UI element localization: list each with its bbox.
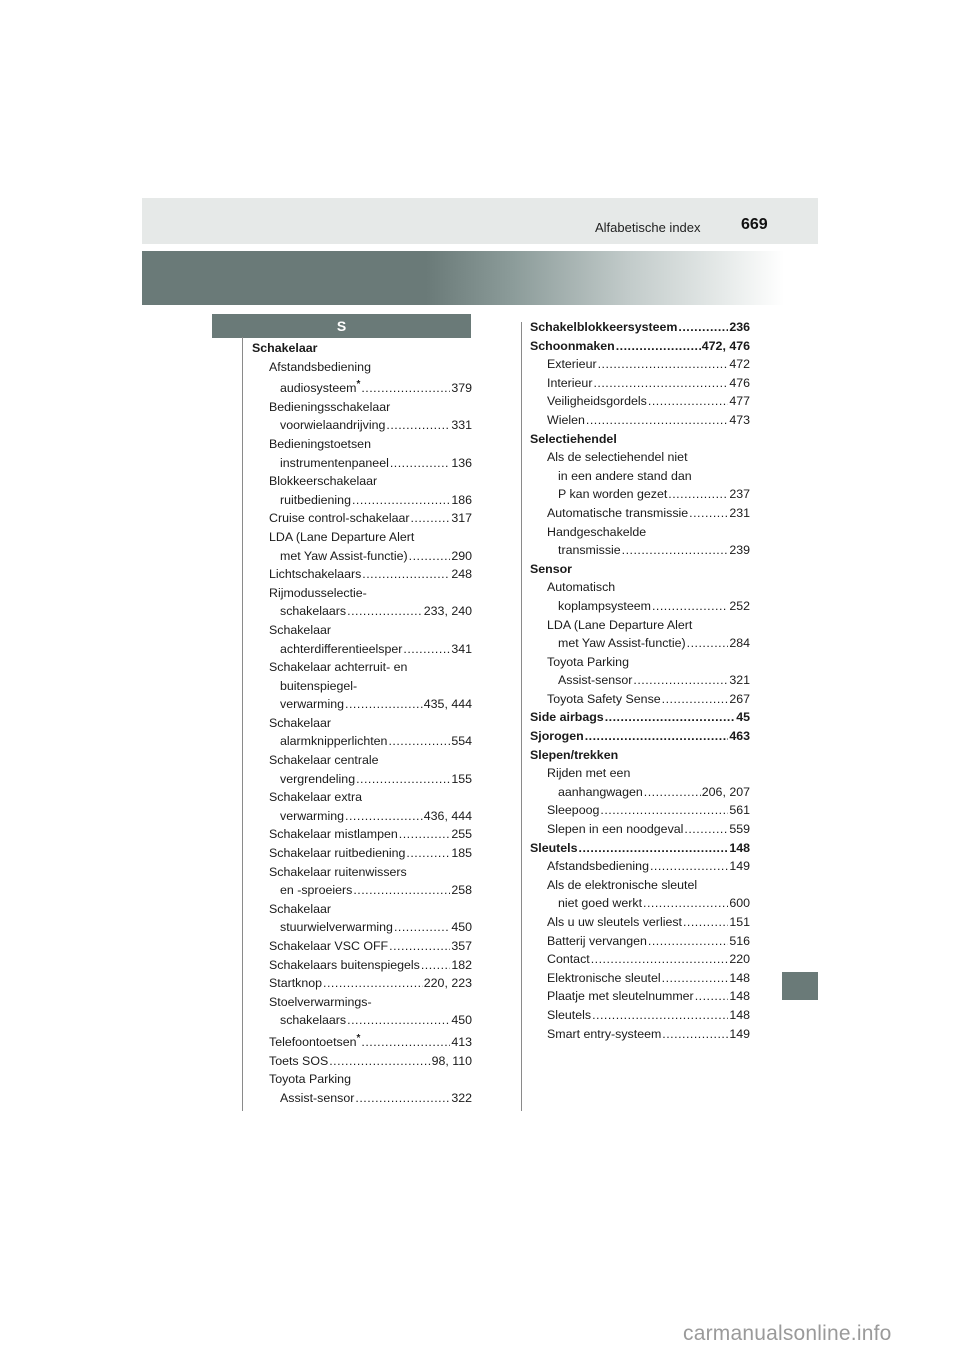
- entry-label: Toyota Safety Sense: [547, 691, 661, 706]
- index-heading[interactable]: [530, 318, 750, 337]
- entry-label: Sensor: [530, 561, 573, 576]
- entry-label: Selectiehendel: [530, 431, 617, 446]
- index-entry[interactable]: [530, 1025, 750, 1044]
- index-column-left: [252, 339, 472, 1107]
- index-entry[interactable]: [530, 504, 750, 523]
- page-reference[interactable]: 450: [451, 1013, 472, 1028]
- index-entry[interactable]: [530, 597, 750, 616]
- page-reference[interactable]: 155: [451, 771, 472, 786]
- entry-label: achterdifferentieelsper: [280, 641, 403, 656]
- dot-leader: [650, 857, 728, 876]
- entry-label: met Yaw Assist-functie): [558, 636, 686, 651]
- index-entry: [252, 788, 472, 807]
- entry-label: ruitbediening: [280, 492, 351, 507]
- index-entry[interactable]: [530, 411, 750, 430]
- index-entry[interactable]: [530, 987, 750, 1006]
- dot-leader: [399, 825, 451, 844]
- entry-label: Schakelaar ruitbediening: [269, 846, 406, 861]
- dot-leader: [355, 1089, 450, 1108]
- dot-leader: [643, 894, 728, 913]
- index-entry: [252, 1070, 472, 1089]
- entry-label: Toyota Parking: [269, 1072, 351, 1087]
- index-entry: [530, 876, 750, 895]
- page-reference[interactable]: 149: [729, 1026, 750, 1041]
- entry-label: Schakelaars buitenspiegels: [269, 957, 420, 972]
- page-reference[interactable]: 516: [729, 933, 750, 948]
- entry-label: Blokkeerschakelaar: [269, 474, 378, 489]
- index-entry: [252, 677, 472, 696]
- page-reference[interactable]: 148: [729, 989, 750, 1004]
- index-heading: [530, 746, 750, 765]
- index-entry[interactable]: [530, 932, 750, 951]
- entry-label: Interieur: [547, 375, 593, 390]
- dot-leader: [684, 820, 728, 839]
- page-reference[interactable]: 379: [451, 381, 472, 396]
- dot-leader: [648, 932, 728, 951]
- index-entry: [252, 472, 472, 491]
- dot-leader: [616, 337, 701, 356]
- page-number: 669: [741, 216, 768, 233]
- index-entry: [252, 993, 472, 1012]
- dot-leader: [605, 708, 736, 727]
- dot-leader: [352, 491, 450, 510]
- entry-label: Lichtschakelaars: [269, 567, 362, 582]
- dot-leader: [361, 379, 450, 398]
- page-reference[interactable]: 237: [729, 487, 750, 502]
- index-entry[interactable]: [252, 640, 472, 659]
- entry-label: Smart entry-systeem: [547, 1026, 662, 1041]
- entry-label: Batterij vervangen: [547, 933, 647, 948]
- index-entry[interactable]: [530, 392, 750, 411]
- entry-label: Schakelaar mistlampen: [269, 827, 398, 842]
- page-reference[interactable]: 435, 444: [423, 697, 472, 712]
- entry-label: verwarming: [280, 697, 345, 712]
- page-reference[interactable]: 341: [451, 641, 472, 656]
- dot-leader: [652, 597, 728, 616]
- page-reference[interactable]: 148: [729, 970, 750, 985]
- dot-leader: [633, 671, 728, 690]
- index-entry[interactable]: [530, 969, 750, 988]
- page-reference[interactable]: 463: [729, 729, 750, 744]
- index-entry: [252, 398, 472, 417]
- entry-label: P kan worden gezet: [558, 487, 668, 502]
- entry-label: Startknop: [269, 976, 323, 991]
- page-reference[interactable]: 248: [451, 567, 472, 582]
- index-heading[interactable]: [530, 727, 750, 746]
- dot-leader: [586, 411, 728, 430]
- index-entry[interactable]: [252, 807, 472, 826]
- index-heading[interactable]: [530, 708, 750, 727]
- dot-leader: [394, 918, 450, 937]
- entry-label: Schakelaar: [252, 341, 318, 355]
- dot-leader: [345, 695, 423, 714]
- index-entry[interactable]: [252, 547, 472, 566]
- index-entry[interactable]: [530, 1006, 750, 1025]
- index-heading[interactable]: [530, 839, 750, 858]
- index-entry: [252, 863, 472, 882]
- entry-label: in een andere stand dan: [558, 468, 692, 483]
- index-entry: [252, 900, 472, 919]
- index-entry[interactable]: [252, 565, 472, 584]
- page-reference[interactable]: 148: [729, 1007, 750, 1022]
- dot-leader: [409, 547, 451, 566]
- entry-label: transmissie: [558, 543, 621, 558]
- page-reference[interactable]: 322: [451, 1090, 472, 1105]
- index-entry[interactable]: [252, 454, 472, 473]
- index-entry: [530, 616, 750, 635]
- page-reference[interactable]: 231: [729, 505, 750, 520]
- index-entry[interactable]: [530, 820, 750, 839]
- dot-leader: [388, 732, 450, 751]
- index-entry: [252, 358, 472, 377]
- index-entry: [252, 751, 472, 770]
- entry-label: Als u uw sleutels verliest: [547, 915, 682, 929]
- dot-leader: [406, 844, 450, 863]
- entry-label: verwarming: [280, 808, 345, 823]
- index-entry: [530, 578, 750, 597]
- entry-label: aanhangwagen: [558, 784, 643, 799]
- index-entry[interactable]: [530, 783, 750, 802]
- page-reference[interactable]: 472, 476: [701, 338, 750, 353]
- index-entry[interactable]: [530, 541, 750, 560]
- dot-leader: [356, 770, 450, 789]
- dot-leader: [329, 1052, 430, 1071]
- dot-leader: [323, 974, 423, 993]
- index-entry: [530, 448, 750, 467]
- entry-label: niet goed werkt: [558, 896, 643, 911]
- index-entry: [530, 523, 750, 542]
- entry-label: Schoonmaken: [530, 338, 615, 353]
- index-entry[interactable]: [530, 857, 750, 876]
- entry-label: Afstandsbediening: [269, 359, 371, 374]
- dot-leader: [410, 509, 450, 528]
- page-reference[interactable]: 476: [729, 375, 750, 390]
- index-entry: [530, 467, 750, 486]
- dot-leader: [347, 602, 423, 621]
- index-entry: [252, 584, 472, 603]
- page-reference[interactable]: 206, 207: [701, 784, 750, 799]
- page-reference[interactable]: 185: [451, 846, 472, 861]
- page-reference[interactable]: 413: [451, 1034, 472, 1049]
- index-entry[interactable]: [252, 1052, 472, 1071]
- entry-label: Assist-sensor: [280, 1090, 355, 1105]
- page-reference[interactable]: 600: [729, 896, 750, 911]
- index-heading[interactable]: [530, 337, 750, 356]
- index-entry[interactable]: [530, 690, 750, 709]
- entry-label: en -sproeiers: [280, 883, 353, 898]
- chapter-tab[interactable]: [782, 972, 818, 1000]
- header-title: Alfabetische index: [595, 220, 701, 235]
- entry-label: Schakelaar extra: [269, 790, 362, 805]
- entry-label: Side airbags: [530, 710, 604, 725]
- entry-label: Schakelaar centrale: [269, 753, 379, 768]
- entry-label: Exterieur: [547, 357, 597, 372]
- entry-label: Als de selectiehendel niet: [547, 450, 688, 465]
- dot-leader: [347, 1011, 450, 1030]
- dot-leader: [695, 987, 729, 1006]
- dot-leader: [683, 913, 728, 932]
- index-heading: [530, 560, 750, 579]
- page-reference[interactable]: 331: [451, 418, 472, 433]
- entry-label: Plaatje met sleutelnummer: [547, 989, 694, 1004]
- entry-label: Schakelaar VSC OFF: [269, 939, 389, 953]
- dot-leader: [687, 634, 729, 653]
- index-entry[interactable]: [530, 374, 750, 393]
- index-column-right: [530, 318, 750, 1043]
- dot-leader: [662, 690, 729, 709]
- index-entry[interactable]: [252, 1089, 472, 1108]
- entry-label: LDA (Lane Departure Alert: [547, 617, 693, 632]
- entry-label: voorwielaandrijving: [280, 418, 386, 433]
- index-entry: [252, 435, 472, 454]
- dot-leader: [585, 727, 729, 746]
- entry-label: audiosysteem*: [280, 379, 361, 396]
- entry-label: Schakelaar ruitenwissers: [269, 864, 407, 879]
- page-reference[interactable]: 561: [729, 803, 750, 818]
- page-reference[interactable]: 149: [729, 859, 750, 874]
- entry-label: schakelaars: [280, 604, 347, 619]
- entry-label: alarmknipperlichten: [280, 734, 388, 749]
- entry-label: Bedieningsschakelaar: [269, 399, 391, 414]
- entry-label: Sjorogen: [530, 729, 584, 744]
- index-entry: [252, 528, 472, 547]
- index-entry[interactable]: [252, 974, 472, 993]
- dot-leader: [678, 318, 728, 337]
- dot-leader: [389, 937, 450, 956]
- entry-label: Schakelaar: [269, 715, 331, 730]
- index-entry[interactable]: [530, 671, 750, 690]
- index-entry: [252, 714, 472, 733]
- dot-leader: [668, 485, 728, 504]
- page-reference[interactable]: 477: [729, 394, 750, 409]
- index-entry[interactable]: [530, 801, 750, 820]
- dot-leader: [579, 839, 729, 858]
- dot-leader: [386, 416, 450, 435]
- entry-label: met Yaw Assist-functie): [280, 548, 408, 563]
- entry-label: Schakelaar: [269, 901, 331, 916]
- index-heading: [252, 339, 472, 358]
- dot-leader: [403, 640, 450, 659]
- entry-label: Cruise control-schakelaar: [269, 511, 410, 526]
- index-entry[interactable]: [252, 416, 472, 435]
- dot-leader: [622, 541, 729, 560]
- index-entry[interactable]: [252, 602, 472, 621]
- page-reference[interactable]: 321: [729, 673, 750, 688]
- page-reference[interactable]: 436, 444: [423, 808, 472, 823]
- index-entry[interactable]: [252, 844, 472, 863]
- page-reference[interactable]: 450: [451, 920, 472, 935]
- dot-leader: [591, 950, 729, 969]
- page-reference[interactable]: 236: [729, 320, 750, 334]
- entry-label: Rijmodusselectie-: [269, 585, 367, 600]
- dot-leader: [361, 1033, 450, 1052]
- page-reference[interactable]: 151: [729, 915, 750, 929]
- dot-leader: [593, 374, 728, 393]
- asterisk-footnote-icon: *: [356, 379, 361, 391]
- page-reference[interactable]: 554: [451, 734, 472, 749]
- index-entry[interactable]: [252, 881, 472, 900]
- page-reference[interactable]: 267: [729, 691, 750, 706]
- index-entry[interactable]: [252, 1011, 472, 1030]
- entry-label: Toets SOS: [269, 1053, 329, 1068]
- page-reference[interactable]: 220: [729, 952, 750, 967]
- entry-label: Sleutels: [530, 840, 578, 855]
- page-reference[interactable]: 98, 110: [431, 1053, 472, 1068]
- entry-label: instrumentenpaneel: [280, 455, 389, 470]
- entry-label: Automatische transmissie: [547, 505, 689, 520]
- page-reference[interactable]: 357: [451, 939, 472, 953]
- dot-leader: [353, 881, 450, 900]
- dot-leader: [662, 969, 729, 988]
- page-reference[interactable]: 182: [451, 957, 472, 972]
- entry-label: Afstandsbediening: [547, 859, 649, 874]
- index-entry[interactable]: [530, 355, 750, 374]
- index-entry[interactable]: [252, 695, 472, 714]
- page-reference[interactable]: 148: [729, 840, 750, 855]
- entry-label: Veiligheidsgordels: [547, 394, 647, 409]
- entry-label: Slepen in een noodgeval: [547, 822, 684, 837]
- dot-leader: [598, 355, 729, 374]
- dot-leader: [600, 801, 728, 820]
- page-reference[interactable]: 252: [729, 598, 750, 613]
- section-letter-header: S: [212, 314, 471, 338]
- index-entry[interactable]: [530, 950, 750, 969]
- index-entry[interactable]: [530, 913, 750, 932]
- entry-label: vergrendeling: [280, 771, 356, 786]
- page-reference[interactable]: 255: [451, 827, 472, 842]
- entry-label: buitenspiegel-: [280, 678, 358, 693]
- entry-label: Rijden met een: [547, 766, 631, 781]
- index-entry: [252, 621, 472, 640]
- index-entry[interactable]: [252, 732, 472, 751]
- page-reference[interactable]: 290: [451, 548, 472, 563]
- entry-label: Schakelaar: [269, 622, 331, 637]
- dot-leader: [648, 392, 728, 411]
- page-reference[interactable]: 258: [451, 883, 472, 898]
- index-entry[interactable]: [252, 509, 472, 528]
- entry-label: Bedieningstoetsen: [269, 436, 371, 451]
- index-entry[interactable]: [252, 825, 472, 844]
- entry-label: LDA (Lane Departure Alert: [269, 529, 415, 544]
- dot-leader: [390, 454, 450, 473]
- entry-label: Schakelblokkeersysteem: [530, 320, 678, 334]
- entry-label: Wielen: [547, 412, 585, 427]
- page-reference[interactable]: 559: [729, 822, 750, 837]
- index-entry[interactable]: [530, 894, 750, 913]
- index-entry[interactable]: [252, 376, 472, 398]
- entry-label: Elektronische sleutel: [547, 970, 661, 985]
- page-reference[interactable]: 317: [451, 511, 472, 526]
- index-entry[interactable]: [252, 491, 472, 510]
- entry-label: Als de elektronische sleutel: [547, 877, 698, 892]
- dot-leader: [345, 807, 423, 826]
- page-reference[interactable]: 473: [729, 412, 750, 427]
- index-entry[interactable]: [252, 937, 472, 956]
- entry-label: Sleutels: [547, 1007, 592, 1022]
- entry-label: Sleepoog: [547, 803, 600, 818]
- entry-label: stuurwielverwarming: [280, 920, 393, 935]
- entry-label: Slepen/trekken: [530, 747, 619, 762]
- entry-label: Telefoontoetsen*: [269, 1032, 361, 1049]
- entry-label: schakelaars: [280, 1013, 347, 1028]
- page-reference[interactable]: 136: [451, 455, 472, 470]
- index-entry[interactable]: [252, 956, 472, 975]
- page-reference[interactable]: 186: [451, 492, 472, 507]
- page-reference[interactable]: 239: [729, 543, 750, 558]
- asterisk-footnote-icon: *: [356, 1032, 361, 1044]
- entry-label: Contact: [547, 952, 590, 967]
- left-column-rule: [242, 337, 243, 1111]
- page-reference[interactable]: 45: [736, 710, 750, 725]
- index-entry: [530, 653, 750, 672]
- watermark: carmanualsonline.info: [683, 1322, 892, 1345]
- dot-leader: [592, 1006, 728, 1025]
- page-reference[interactable]: 220, 223: [423, 976, 472, 991]
- dot-leader: [421, 956, 450, 975]
- page-reference[interactable]: 472: [729, 357, 750, 372]
- dot-leader: [662, 1025, 728, 1044]
- index-entry[interactable]: [252, 1030, 472, 1052]
- entry-label: Schakelaar achterruit- en: [269, 660, 408, 675]
- page-reference[interactable]: 233, 240: [423, 604, 472, 619]
- decorative-band: [142, 251, 818, 305]
- dot-leader: [644, 783, 701, 802]
- dot-leader: [689, 504, 728, 523]
- page-reference[interactable]: 284: [729, 636, 750, 651]
- index-entry[interactable]: [252, 918, 472, 937]
- index-entry: [530, 764, 750, 783]
- right-column-rule: [521, 322, 522, 1111]
- index-entry: [252, 658, 472, 677]
- entry-label: koplampsysteem: [558, 598, 651, 613]
- entry-label: Handgeschakelde: [547, 524, 647, 539]
- entry-label: Toyota Parking: [547, 654, 629, 669]
- header-bar: [142, 198, 818, 244]
- entry-label: Stoelverwarmings-: [269, 994, 372, 1009]
- index-entry[interactable]: [252, 770, 472, 789]
- index-entry[interactable]: [530, 634, 750, 653]
- entry-label: Assist-sensor: [558, 673, 633, 688]
- dot-leader: [362, 565, 450, 584]
- index-entry[interactable]: [530, 485, 750, 504]
- entry-label: Automatisch: [547, 580, 616, 595]
- index-heading: [530, 430, 750, 449]
